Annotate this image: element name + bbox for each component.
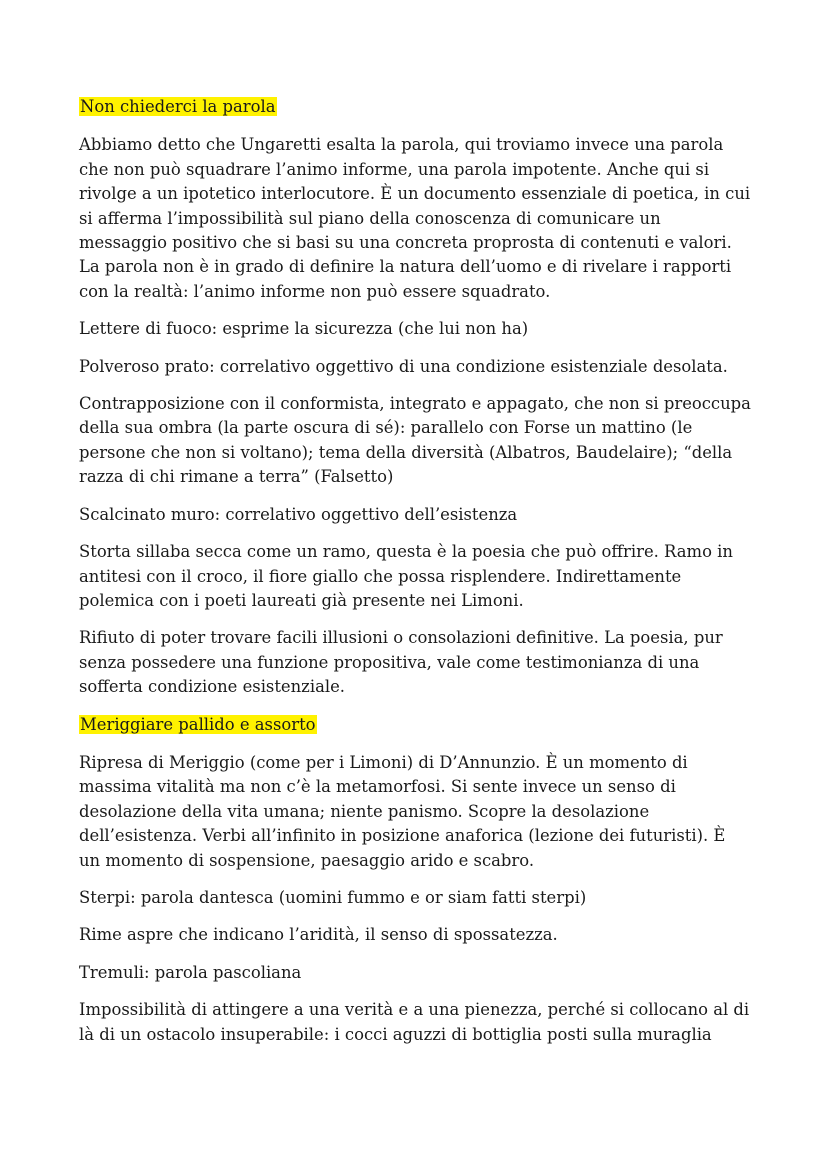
paragraph-sterpi: Sterpi: parola dantesca (uomini fummo e or siam fatti sterpi) bbox=[79, 887, 587, 907]
highlighted-heading-text: Non chiederci la parola bbox=[80, 97, 276, 116]
paragraph-contrapposizione: Contrapposizione con il conformista, integrato e appagato, che non si preoccupa della sua ombra (la parte oscura di sé): parallelo con Forse un mattino (le persone che non si voltano); tema della diversità (Albatros, Baudelaire); “della razza di chi rimane a terra” (Falsetto) bbox=[79, 394, 751, 487]
paragraph-rifiuto: Rifiuto di poter trovare facili illusioni o consolazioni definitive. La poesia, pur senza possedere una funzione propositiva, vale come testimonianza di una sofferta condizione esistenziale. bbox=[79, 628, 723, 697]
paragraph-lettere-di-fuoco: Lettere di fuoco: esprime la sicurezza (che lui non ha) bbox=[79, 319, 529, 339]
paragraph-ripresa-meriggio: Ripresa di Meriggio (come per i Limoni) di D’Annunzio. È un momento di massima vitalità ma non c’è la metamorfosi. Si sente invece un senso di desolazione della vita umana; niente panismo. Scopre la desolazione dell’esistenza. Verbi all’infinito in posizione anaforica (lezione dei futuristi). È un momento di sospensione, paesaggio arido e scabro. bbox=[79, 752, 726, 870]
paragraph-storta-sillaba: Storta sillaba secca come un ramo, questa è la poesia che può offrire. Ramo in antitesi con il croco, il fiore giallo che possa risplendere. Indirettamente polemica con i poeti laureati già presente nei Limoni. bbox=[79, 542, 733, 610]
section-heading-meriggiare bbox=[79, 713, 751, 737]
paragraph-impossibilita: Impossibilità di attingere a una verità e a una pienezza, perché si collocano al di là di un ostacolo insuperabile: i cocci aguzzi di bottiglia posti sulla muraglia bbox=[79, 1000, 750, 1044]
paragraph-tremuli: Tremuli: parola pascoliana bbox=[79, 962, 302, 982]
paragraph-intro: Abbiamo detto che Ungaretti esalta la parola, qui troviamo invece una parola che non può squadrare l’animo informe, una parola impotente. Anche qui si rivolge a un ipotetico interlocutore. È un documento essenziale di poetica, in cui si afferma l’impossibilità sul piano della conoscenza di comunicare un messaggio positivo che si basi su una concreta proprosta di contenuti e valori. La parola non è in grado di definire la natura dell’uomo e di rivelare i rapporti con la realtà: l’animo informe non può essere squadrato. bbox=[79, 135, 751, 301]
paragraph-rime-aspre: Rime aspre che indicano l’aridità, il senso di spossatezza. bbox=[79, 925, 558, 945]
paragraph-polveroso-prato: Polveroso prato: correlativo oggettivo di una condizione esistenziale desolata. bbox=[79, 356, 728, 376]
document-body bbox=[79, 95, 751, 1060]
highlighted-heading-text: Meriggiare pallido e assorto bbox=[80, 714, 316, 734]
section-heading-non-chiederci bbox=[79, 95, 751, 119]
paragraph-scalcinato-muro: Scalcinato muro: correlativo oggettivo dell’esistenza bbox=[79, 504, 518, 524]
